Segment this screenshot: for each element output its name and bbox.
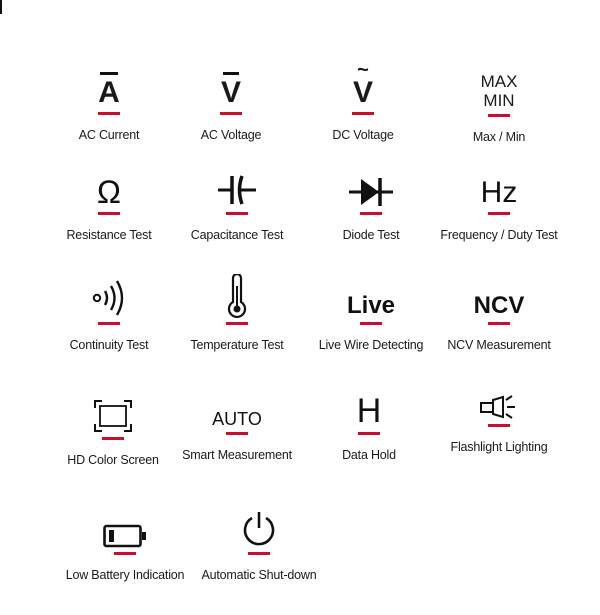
feature-label: AC Current [78,128,140,142]
feature-label: HD Color Screen [67,453,159,467]
hertz-icon: Hz [480,176,518,209]
battery-low-icon [50,500,200,548]
live-icon: Live [346,292,396,319]
accent-bar [98,112,120,115]
feature-label: Max / Min [472,130,526,144]
feature-data-hold [294,380,444,490]
edge-mark [0,0,2,14]
feature-label: Temperature Test [190,338,284,352]
feature-frequency [424,160,574,270]
capacitor-icon [162,160,312,208]
feature-low-battery [50,500,200,610]
accent-bar [102,437,124,440]
feature-label: Continuity Test [69,338,149,352]
accent-bar [220,112,242,115]
accent-bar [248,552,270,555]
accent-bar [226,322,248,325]
feature-flashlight [424,372,574,482]
accent-bar [360,212,382,215]
ac-current-icon: A [34,60,184,108]
accent-bar [488,322,510,325]
ac-voltage-icon: V [156,60,306,108]
flashlight-icon [424,372,574,420]
accent-bar [358,432,380,435]
accent-bar [352,112,374,115]
ncv-icon: NCV [473,292,525,319]
feature-label: AC Voltage [200,128,262,142]
feature-label: Diode Test [342,228,400,242]
accent-bar [98,322,120,325]
ohm-icon: Ω [97,174,121,210]
feature-max-min [424,62,574,172]
accent-bar [360,322,382,325]
accent-bar [98,212,120,215]
feature-ac-voltage [156,60,306,170]
feature-label: DC Voltage [332,128,394,142]
max-min-icon [424,62,574,110]
dc-voltage-icon: ~ V [352,59,373,109]
thermometer-icon [162,270,312,318]
feature-label: Automatic Shut-down [201,568,317,582]
accent-bar [226,432,248,435]
power-icon [184,500,334,548]
hold-icon: H [356,392,382,430]
accent-bar [488,424,510,427]
feature-smart [162,380,312,490]
feature-label: Capacitance Test [190,228,284,242]
feature-dc-voltage [288,60,438,170]
feature-label: Smart Measurement [182,448,292,462]
min-text: MIN [483,91,515,110]
feature-label: NCV Measurement [447,338,551,352]
feature-capacitance [162,160,312,270]
feature-label: Data Hold [342,448,396,462]
feature-label: Flashlight Lighting [450,440,548,454]
accent-bar [226,212,248,215]
feature-label: Frequency / Duty Test [440,228,558,242]
accent-bar [488,114,510,117]
feature-label: Live Wire Detecting [318,338,424,352]
feature-label: Resistance Test [66,228,152,242]
feature-temperature [162,270,312,380]
feature-auto-shutdown [184,500,334,610]
accent-bar [114,552,136,555]
auto-icon: AUTO [212,409,262,429]
feature-ncv [424,270,574,380]
max-text: MAX [480,72,518,91]
feature-label: Low Battery Indication [65,568,185,582]
accent-bar [488,212,510,215]
